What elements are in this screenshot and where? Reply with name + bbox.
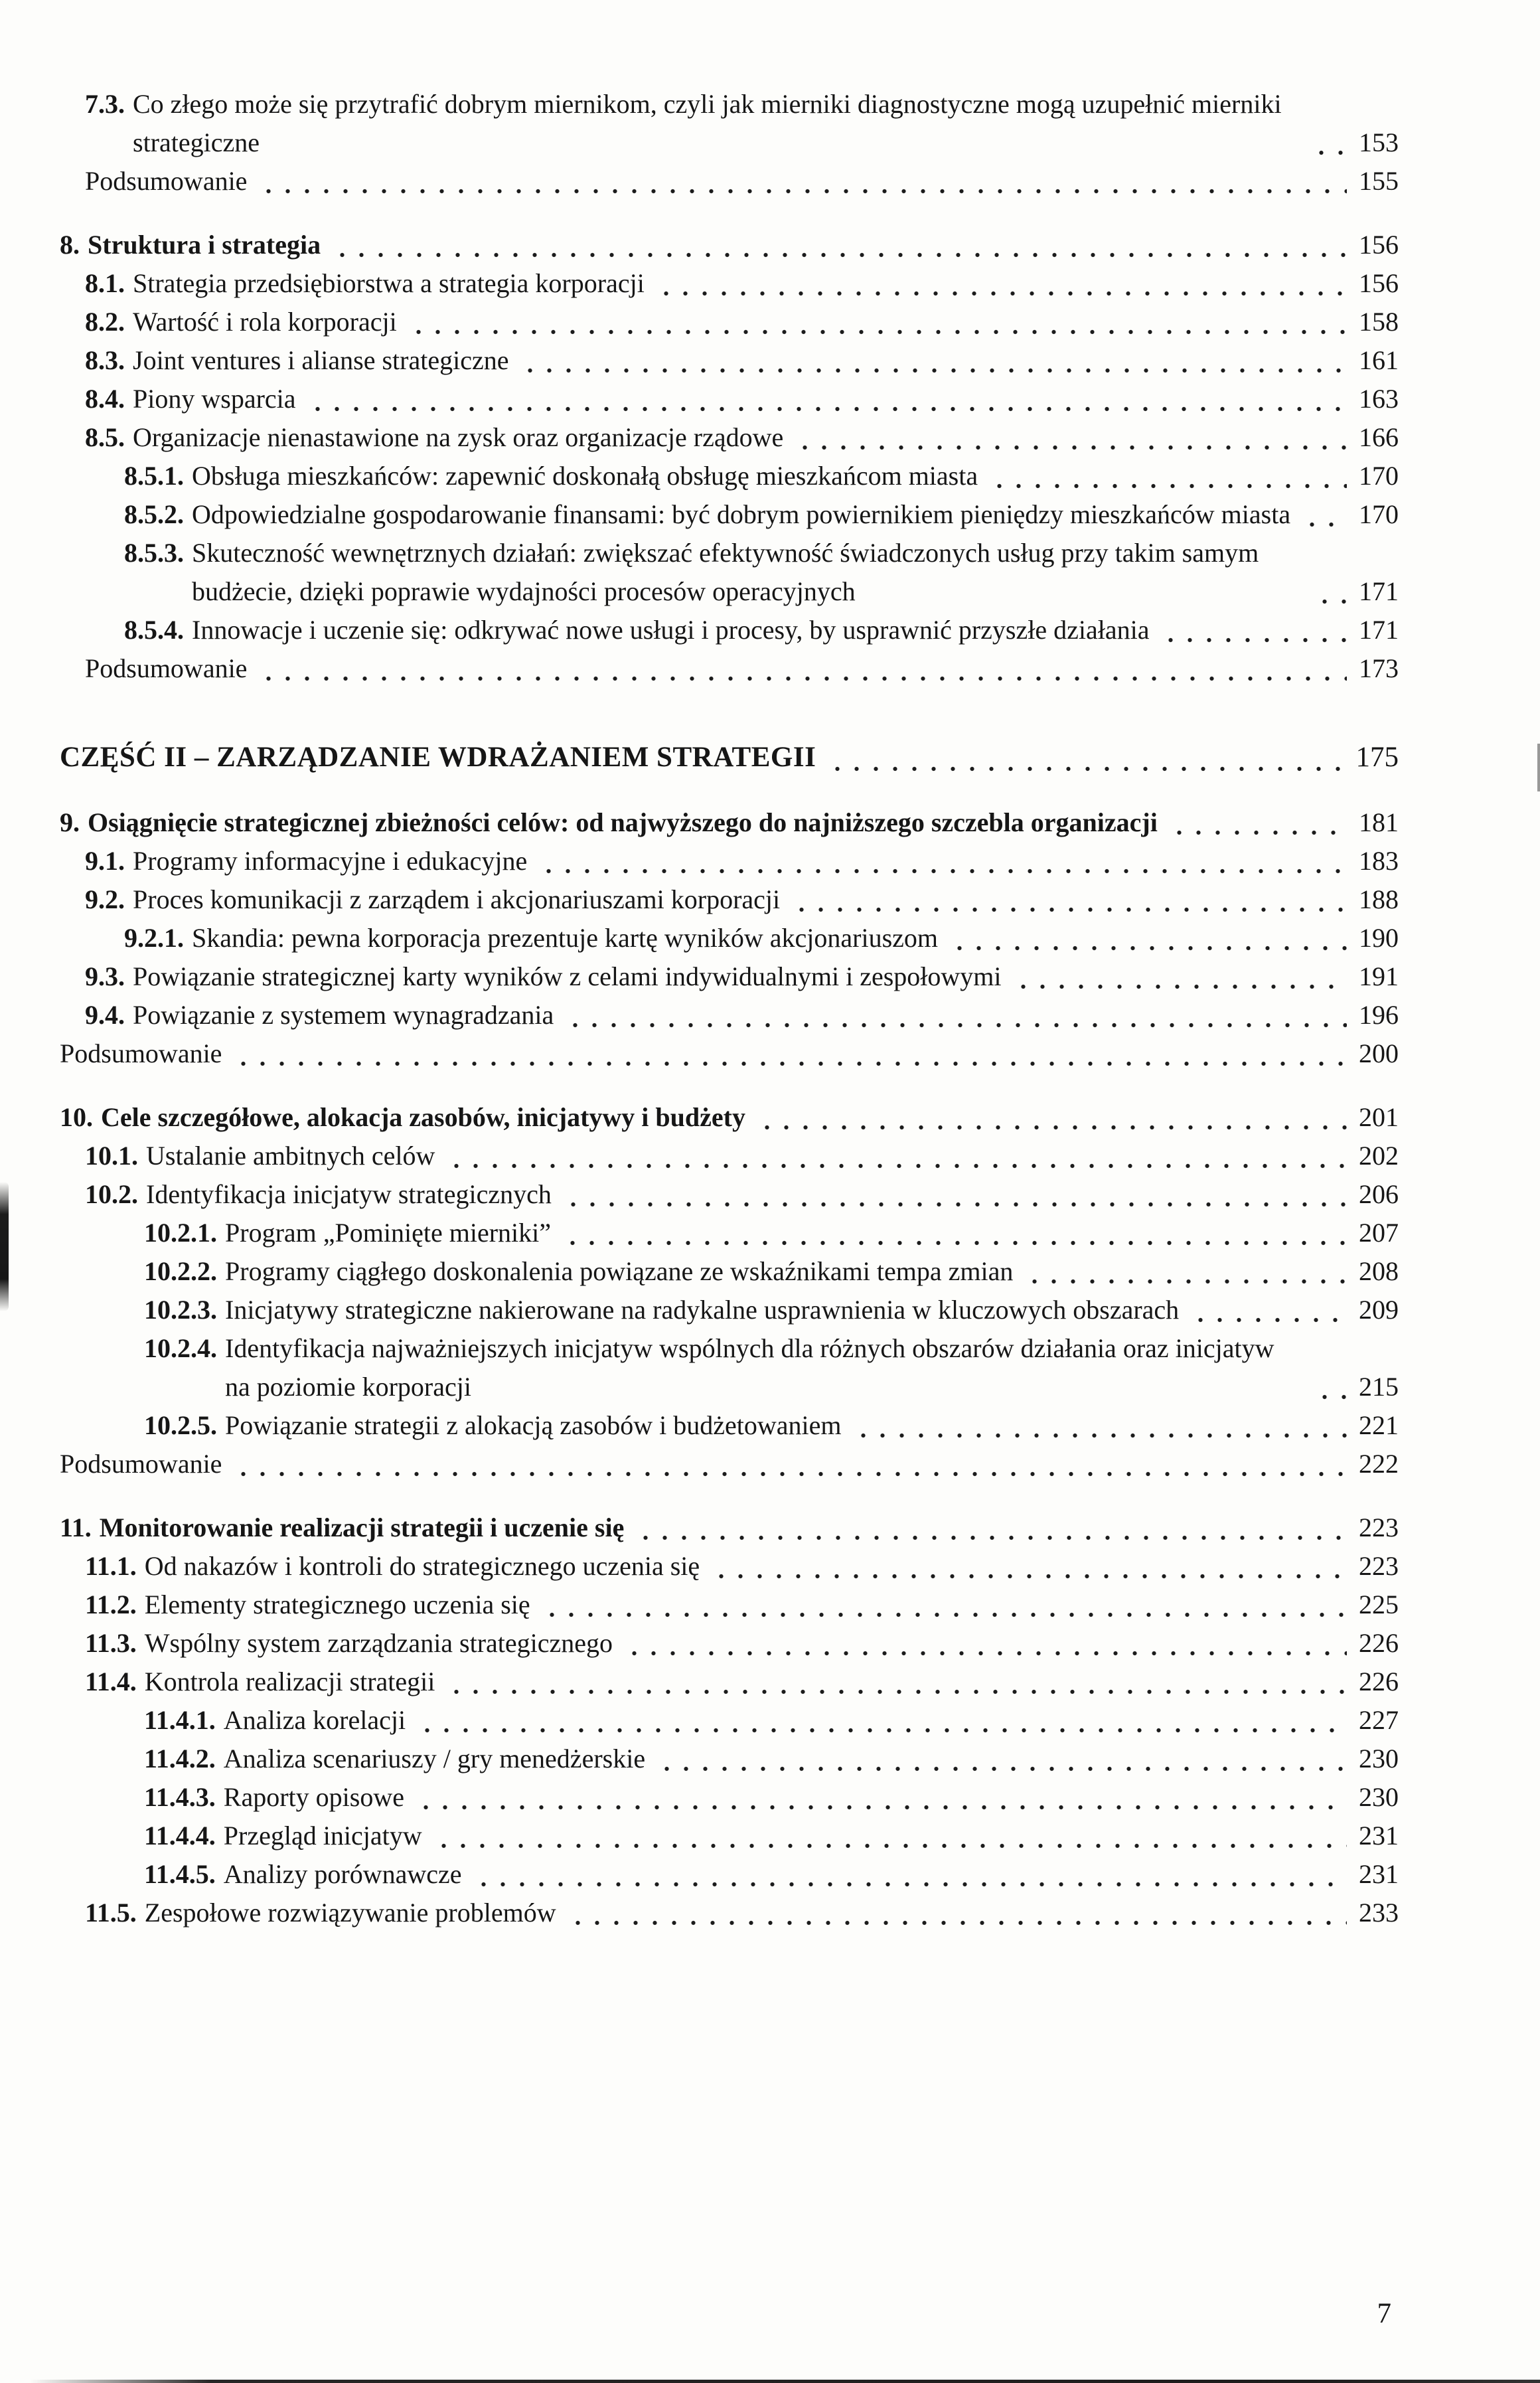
entry-title: Proces komunikacji z zarządem i akcjonariuszami korporacji	[133, 884, 781, 914]
dot-leader	[1190, 1291, 1347, 1329]
entry-page: 155	[1359, 166, 1399, 196]
entry-title: Przegląd inicjatyw	[223, 1821, 422, 1850]
dot-leader	[1301, 495, 1347, 534]
entry-page: 163	[1359, 384, 1399, 414]
entry-page: 183	[1359, 846, 1399, 876]
entry-number: 9.	[60, 807, 80, 837]
entry-page: 221	[1359, 1410, 1399, 1440]
entry-title: Cele szczegółowe, alokacja zasobów, inicjatywy i budżety	[101, 1102, 745, 1132]
entry-number: 9.1.	[85, 846, 125, 876]
dot-leader	[408, 303, 1347, 341]
entry-title: Podsumowanie	[60, 1449, 222, 1479]
toc-section	[60, 226, 1399, 688]
entry-title: Strategia przedsiębiorstwa a strategia korporacji	[133, 268, 645, 298]
toc-entry	[124, 534, 1399, 611]
dot-leader	[756, 1098, 1347, 1137]
scan-artifact-right	[1537, 744, 1540, 791]
dot-leader	[623, 1624, 1347, 1663]
toc-entry	[85, 1894, 1399, 1932]
entry-page: 170	[1359, 499, 1399, 529]
entry-number: 9.2.1.	[124, 923, 184, 953]
toc-entry	[85, 380, 1399, 418]
entry-number: 8.2.	[85, 307, 125, 337]
toc-section	[60, 737, 1399, 778]
entry-number: 11.4.5.	[144, 1859, 216, 1889]
toc-entry	[144, 1701, 1399, 1740]
toc-entry	[144, 1406, 1399, 1445]
dot-leader	[1310, 123, 1347, 162]
dot-leader	[473, 1855, 1347, 1894]
toc-entry	[85, 85, 1399, 162]
toc-entry	[124, 611, 1399, 649]
entry-page: 231	[1359, 1859, 1399, 1889]
entry-number: 8.5.	[85, 422, 125, 452]
toc-entry	[144, 1291, 1399, 1329]
entry-number: 10.2.	[85, 1179, 138, 1209]
entry-title: Piony wsparcia	[133, 384, 296, 414]
entry-page: 175	[1355, 742, 1399, 773]
entry-title: Podsumowanie	[85, 653, 248, 683]
entry-page: 156	[1359, 230, 1399, 260]
entry-page: 190	[1359, 923, 1399, 953]
toc-entry	[144, 1252, 1399, 1291]
toc-entry	[85, 341, 1399, 380]
entry-title: Skandia: pewna korporacja prezentuje kartę wyników akcjonariuszom	[192, 923, 939, 953]
table-of-contents	[60, 85, 1399, 1932]
entry-title: Zespołowe rozwiązywanie problemów	[144, 1898, 556, 1928]
entry-number: 11.3.	[85, 1628, 137, 1658]
entry-title: Inicjatywy strategiczne nakierowane na radykalne usprawnienia w kluczowych obszarach	[225, 1295, 1180, 1325]
dot-leader	[445, 1137, 1347, 1175]
dot-leader	[794, 418, 1347, 457]
entry-page: 223	[1359, 1551, 1399, 1581]
entry-title: Powiązanie z systemem wynagradzania	[133, 1000, 554, 1030]
entry-title: Raporty opisowe	[223, 1782, 404, 1812]
entry-page: 200	[1359, 1038, 1399, 1068]
entry-title: Od nakazów i kontroli do strategicznego uczenia się	[144, 1551, 700, 1581]
entry-page: 156	[1359, 268, 1399, 298]
entry-number: 11.2.	[85, 1590, 137, 1619]
entry-title: Monitorowanie realizacji strategii i uczenie się	[99, 1513, 625, 1542]
entry-page: 166	[1359, 422, 1399, 452]
entry-title: Powiązanie strategicznej karty wyników z celami indywidualnymi i zespołowymi	[133, 961, 1002, 991]
toc-entry	[144, 1740, 1399, 1778]
dot-leader	[1160, 611, 1347, 649]
dot-leader	[232, 1034, 1347, 1073]
entry-title: Joint ventures i alianse strategiczne	[133, 345, 509, 375]
entry-page: 222	[1359, 1449, 1399, 1479]
entry-title: Programy ciągłego doskonalenia powiązane ze wskaźnikami tempa zmian	[225, 1256, 1014, 1286]
entry-title: Elementy strategicznego uczenia się	[144, 1590, 530, 1619]
toc-entry	[144, 1329, 1399, 1406]
dot-leader	[433, 1817, 1347, 1855]
entry-number: 8.5.4.	[124, 615, 184, 645]
toc-entry	[124, 495, 1399, 534]
dot-leader	[1012, 957, 1347, 996]
entry-number: 8.5.2.	[124, 499, 184, 529]
dot-leader	[655, 264, 1347, 303]
entry-number: 8.	[60, 230, 80, 260]
entry-title: Osiągnięcie strategicznej zbieżności celów: od najwyższego do najniższego szczebla organizacji	[88, 807, 1158, 837]
dot-leader	[307, 380, 1347, 418]
entry-page: 233	[1359, 1898, 1399, 1928]
dot-leader	[562, 1175, 1347, 1214]
toc-section	[60, 85, 1399, 201]
entry-page: 201	[1359, 1102, 1399, 1132]
dot-leader	[258, 649, 1347, 688]
entry-page: 223	[1359, 1513, 1399, 1542]
entry-number: 10.	[60, 1102, 93, 1132]
toc-entry	[85, 303, 1399, 341]
toc-entry	[60, 226, 1399, 264]
toc-entry	[60, 1509, 1399, 1547]
dot-leader	[988, 457, 1347, 495]
entry-page: 227	[1359, 1705, 1399, 1735]
toc-entry	[85, 996, 1399, 1034]
entry-page: 226	[1359, 1667, 1399, 1696]
entry-page: 208	[1359, 1256, 1399, 1286]
entry-number: 9.2.	[85, 884, 125, 914]
toc-entry	[85, 649, 1399, 688]
entry-title: Struktura i strategia	[88, 230, 321, 260]
dot-leader	[949, 919, 1347, 957]
entry-title: Kontrola realizacji strategii	[144, 1667, 435, 1696]
toc-entry	[60, 1445, 1399, 1483]
dot-leader	[541, 1586, 1347, 1624]
entry-number: 10.2.3.	[144, 1295, 217, 1325]
toc-section	[60, 803, 1399, 1073]
entry-page: 230	[1359, 1744, 1399, 1773]
toc-entry	[85, 264, 1399, 303]
entry-number: 10.2.4.	[144, 1333, 217, 1363]
entry-number: 8.5.1.	[124, 461, 184, 491]
toc-entry	[124, 457, 1399, 495]
toc-entry	[144, 1214, 1399, 1252]
toc-entry	[60, 1034, 1399, 1073]
dot-leader	[567, 1894, 1347, 1932]
dot-leader	[445, 1663, 1347, 1701]
entry-number: 11.4.	[85, 1667, 137, 1696]
dot-leader	[519, 341, 1347, 380]
entry-title: Wartość i rola korporacji	[133, 307, 397, 337]
entry-page: 202	[1359, 1141, 1399, 1171]
entry-title: Identyfikacja inicjatyw strategicznych	[146, 1179, 552, 1209]
toc-entry	[60, 803, 1399, 842]
entry-title: Organizacje nienastawione na zysk oraz organizacje rządowe	[133, 422, 784, 452]
entry-title: Programy informacyjne i edukacyjne	[133, 846, 528, 876]
toc-entry	[85, 1624, 1399, 1663]
dot-leader	[1314, 572, 1347, 611]
dot-leader	[852, 1406, 1347, 1445]
entry-title: Podsumowanie	[85, 166, 248, 196]
entry-title: Wspólny system zarządzania strategicznego	[144, 1628, 613, 1658]
toc-entry	[144, 1817, 1399, 1855]
entry-title: Analizy porównawcze	[223, 1859, 462, 1889]
entry-title: Odpowiedzialne gospodarowanie finansami: być dobrym powiernikiem pieniędzy mieszkańców miasta	[192, 499, 1291, 529]
dot-leader	[415, 1778, 1347, 1817]
scan-artifact-bottom	[30, 2380, 1540, 2383]
dot-leader	[1024, 1252, 1347, 1291]
dot-leader	[258, 162, 1347, 201]
entry-title: Analiza korelacji	[223, 1705, 406, 1735]
entry-page: 188	[1359, 884, 1399, 914]
entry-page: 173	[1359, 653, 1399, 683]
entry-number: 8.3.	[85, 345, 125, 375]
entry-page: 230	[1359, 1782, 1399, 1812]
entry-page: 225	[1359, 1590, 1399, 1619]
toc-entry	[85, 880, 1399, 919]
entry-page: 158	[1359, 307, 1399, 337]
entry-page: 181	[1359, 807, 1399, 837]
entry-number: 11.	[60, 1513, 92, 1542]
dot-leader	[538, 842, 1347, 880]
entry-page: 226	[1359, 1628, 1399, 1658]
entry-number: 11.4.4.	[144, 1821, 216, 1850]
scan-artifact-left	[0, 1182, 9, 1311]
dot-leader	[826, 740, 1346, 778]
entry-page: 170	[1359, 461, 1399, 491]
entry-page: 191	[1359, 961, 1399, 991]
dot-leader	[791, 880, 1347, 919]
dot-leader	[1314, 1368, 1347, 1406]
toc-entry	[85, 957, 1399, 996]
dot-leader	[562, 1214, 1347, 1252]
entry-title: CZĘŚĆ II – ZARZĄDZANIE WDRAŻANIEM STRATEGII	[60, 742, 816, 773]
entry-page: 161	[1359, 345, 1399, 375]
dot-leader	[1168, 803, 1347, 842]
entry-page: 215	[1359, 1372, 1399, 1402]
entry-title: Innowacje i uczenie się: odkrywać nowe usługi i procesy, by usprawnić przyszłe działania	[192, 615, 1150, 645]
toc-entry	[60, 1098, 1399, 1137]
dot-leader	[232, 1445, 1347, 1483]
entry-title: Identyfikacja najważniejszych inicjatyw wspólnych dla różnych obszarów działania oraz inicjatyw na poziomie korporacji	[225, 1333, 1274, 1402]
entry-title: Analiza scenariuszy / gry menedżerskie	[223, 1744, 646, 1773]
entry-number: 9.3.	[85, 961, 125, 991]
entry-number: 10.2.1.	[144, 1218, 217, 1248]
entry-number: 11.4.1.	[144, 1705, 216, 1735]
entry-title: Powiązanie strategii z alokacją zasobów i budżetowaniem	[225, 1410, 842, 1440]
entry-title: Skuteczność wewnętrznych działań: zwiększać efektywność świadczonych usług przy takim samym budżecie, dzięki poprawie wydajności procesów operacyjnych	[192, 538, 1259, 606]
entry-number: 10.1.	[85, 1141, 138, 1171]
entry-title: Co złego może się przytrafić dobrym miernikom, czyli jak mierniki diagnostyczne mogą uzupełnić mierniki strategiczne	[133, 89, 1282, 157]
entry-page: 206	[1359, 1179, 1399, 1209]
entry-number: 8.4.	[85, 384, 125, 414]
toc-entry	[85, 1137, 1399, 1175]
entry-number: 11.5.	[85, 1898, 137, 1928]
entry-number: 8.1.	[85, 268, 125, 298]
entry-number: 10.2.2.	[144, 1256, 217, 1286]
dot-leader	[656, 1740, 1347, 1778]
entry-page: 209	[1359, 1295, 1399, 1325]
page-number: 7	[1377, 2298, 1391, 2329]
entry-number: 9.4.	[85, 1000, 125, 1030]
toc-entry	[85, 162, 1399, 201]
dot-leader	[331, 226, 1347, 264]
dot-leader	[416, 1701, 1347, 1740]
toc-entry	[144, 1855, 1399, 1894]
entry-page: 171	[1359, 576, 1399, 606]
toc-entry	[85, 1175, 1399, 1214]
toc-entry	[85, 842, 1399, 880]
entry-title: Obsługa mieszkańców: zapewnić doskonałą obsługę mieszkańcom miasta	[192, 461, 978, 491]
entry-page: 153	[1359, 127, 1399, 157]
dot-leader	[635, 1509, 1347, 1547]
toc-entry	[124, 919, 1399, 957]
toc-entry	[85, 1663, 1399, 1701]
dot-leader	[564, 996, 1347, 1034]
toc-entry	[85, 1547, 1399, 1586]
toc-entry	[144, 1778, 1399, 1817]
entry-number: 8.5.3.	[124, 538, 184, 568]
toc-section	[60, 1509, 1399, 1932]
entry-page: 171	[1359, 615, 1399, 645]
entry-number: 11.4.3.	[144, 1782, 216, 1812]
entry-title: Ustalanie ambitnych celów	[146, 1141, 435, 1171]
toc-section	[60, 1098, 1399, 1483]
entry-number: 11.1.	[85, 1551, 137, 1581]
entry-title: Program „Pominięte mierniki”	[225, 1218, 551, 1248]
entry-number: 7.3.	[85, 89, 125, 119]
toc-entry	[85, 1586, 1399, 1624]
entry-title: Podsumowanie	[60, 1038, 222, 1068]
entry-page: 196	[1359, 1000, 1399, 1030]
entry-page: 231	[1359, 1821, 1399, 1850]
entry-number: 10.2.5.	[144, 1410, 217, 1440]
toc-entry	[85, 418, 1399, 457]
entry-page: 207	[1359, 1218, 1399, 1248]
entry-number: 11.4.2.	[144, 1744, 216, 1773]
dot-leader	[710, 1547, 1347, 1586]
toc-entry	[60, 737, 1399, 778]
